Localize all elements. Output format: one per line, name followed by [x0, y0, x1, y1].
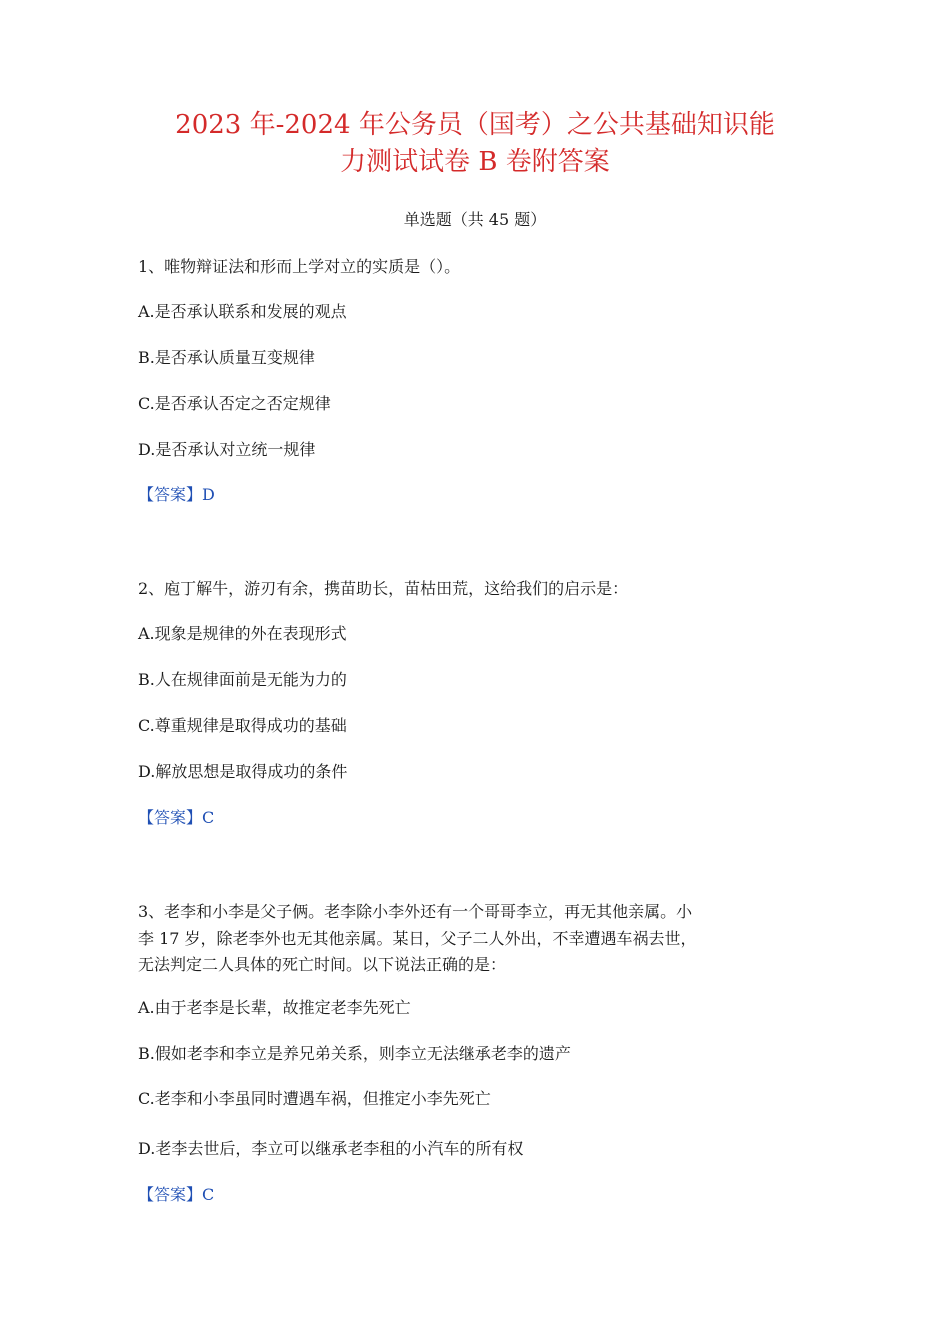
option-d: D.是否承认对立统一规律	[138, 440, 316, 459]
option-c: C.尊重规律是取得成功的基础	[138, 716, 347, 735]
question-stem-line: 李 17 岁，除老李外也无其他亲属。某日，父子二人外出，不幸遭遇车祸去世，	[138, 929, 697, 948]
option-b: B.假如老李和李立是养兄弟关系，则李立无法继承老李的遗产	[138, 1044, 571, 1063]
answer-label: 【答案】	[138, 808, 203, 827]
section-heading: 单选题（共 45 题）	[403, 210, 547, 229]
option-a: A.现象是规律的外在表现形式	[138, 624, 347, 643]
question-stem-line: 无法判定二人具体的死亡时间。以下说法正确的是：	[138, 955, 507, 974]
question-stem: 1、唯物辩证法和形而上学对立的实质是（）。	[138, 257, 461, 276]
answer-value: C	[202, 808, 215, 827]
option-c: C.老李和小李虽同时遭遇车祸，但推定小李先死亡	[138, 1089, 491, 1108]
question-stem: 2、庖丁解牛，游刃有余，携苗助长，苗枯田荒，这给我们的启示是：	[138, 579, 629, 598]
answer-line	[138, 805, 214, 831]
document-title-line-1: 2023 年-2024 年公务员（国考）之公共基础知识能	[175, 110, 775, 140]
option-a: A.由于老李是长辈，故推定老李先死亡	[138, 998, 411, 1017]
answer-label: 【答案】	[138, 485, 203, 504]
option-d: D.老李去世后，李立可以继承老李租的小汽车的所有权	[138, 1139, 524, 1158]
answer-value: C	[202, 1185, 215, 1204]
document-title-line-2: 力测试试卷 B 卷附答案	[340, 147, 610, 177]
question-stem-line: 3、老李和小李是父子俩。老李除小李外还有一个哥哥李立，再无其他亲属。小	[138, 902, 693, 921]
answer-line	[138, 482, 215, 508]
option-a: A.是否承认联系和发展的观点	[138, 302, 347, 321]
option-b: B.是否承认质量互变规律	[138, 348, 315, 367]
option-c: C.是否承认否定之否定规律	[138, 394, 331, 413]
answer-line	[138, 1182, 214, 1208]
answer-label: 【答案】	[138, 1185, 203, 1204]
option-d: D.解放思想是取得成功的条件	[138, 762, 348, 781]
option-b: B.人在规律面前是无能为力的	[138, 670, 347, 689]
answer-value: D	[202, 485, 215, 504]
